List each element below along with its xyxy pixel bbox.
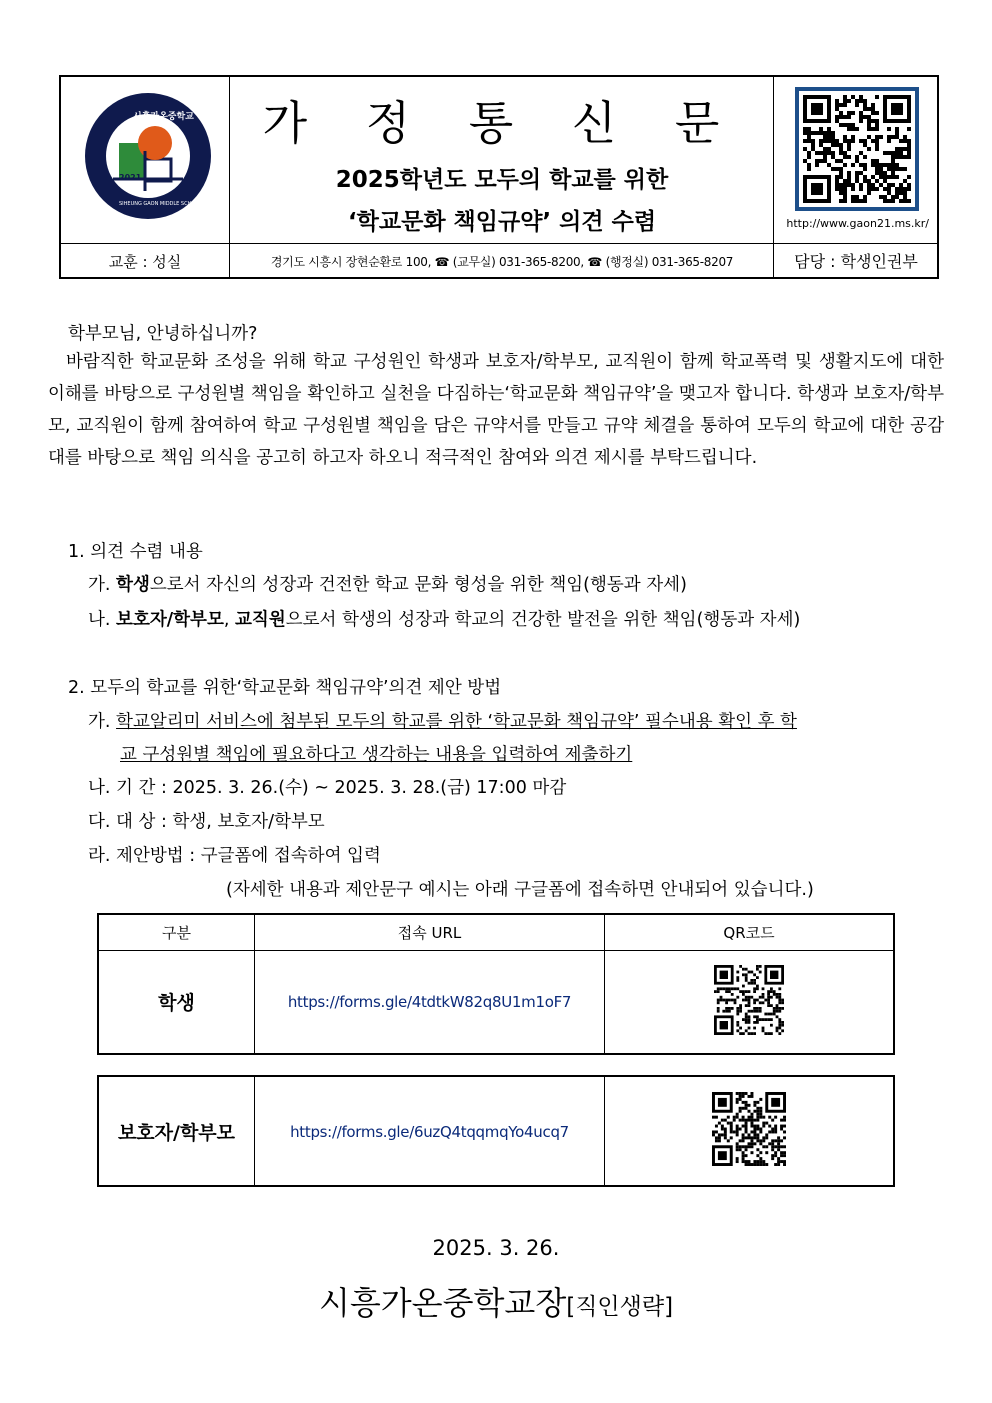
parent-form-link[interactable]: https://forms.gle/6uzQ4tqqmqYo4ucq7: [290, 1122, 569, 1141]
parent-form-qr-icon: [712, 1092, 786, 1166]
section2-note: (자세한 내용과 제안문구 예시는 아래 구글폼에 접속하면 안내되어 있습니다.): [226, 880, 814, 900]
table-header-group: 구분: [98, 914, 255, 950]
school-website-url[interactable]: http://www.gaon21.ms.kr/: [786, 217, 929, 230]
seal-omitted-note: [직인생략]: [566, 1294, 674, 1320]
form-table-students: [97, 913, 895, 1055]
student-form-qr-icon: [714, 965, 784, 1035]
principal-title: 시흥가온중학교장: [318, 1284, 567, 1322]
logo-ring-text-en: SIHEUNG GAON MIDDLE SCHOOL: [119, 201, 203, 207]
table-row: [98, 950, 894, 1054]
school-website-qr-icon: [795, 87, 919, 211]
student-form-link[interactable]: https://forms.gle/4tdtkW82q8U1m1oF7: [287, 993, 572, 1012]
document-title: 가 정 통 신 문: [262, 96, 742, 150]
section2-item-b: 나. 기 간 : 2025. 3. 26.(수) ~ 2025. 3. 28.(금) 17:00 마감: [88, 778, 567, 798]
section2-item-a-cont: 교 구성원별 책임에 필요하다고 생각하는 내용을 입력하여 제출하기: [120, 745, 633, 765]
subtitle-line1: 2025학년도 모두의 학교를 위한: [335, 167, 669, 193]
form-table-parents: [97, 1075, 895, 1187]
contact-department: 담당 : 학생인권부: [794, 252, 918, 271]
table-header-url: 접속 URL: [255, 914, 605, 950]
section2-heading: 2. 모두의 학교를 위한‘학교문화 책임규약’의견 제안 방법: [68, 678, 502, 698]
section2-item-a: 가. 학교알리미 서비스에 첨부된 모두의 학교를 위한 ‘학교문화 책임규약’ 필수내용 확인 후 학: [88, 712, 797, 732]
table-row: [98, 1076, 894, 1186]
section1-item-b: 나. 보호자/학부모, 교직원으로서 학생의 성장과 학교의 건강한 발전을 위한 책임(행동과 자세): [88, 610, 801, 630]
section2-item-c: 다. 대 상 : 학생, 보호자/학부모: [88, 812, 325, 832]
letter-header: [59, 75, 939, 279]
group-parent: 보호자/학부모: [98, 1076, 255, 1186]
school-address: 경기도 시흥시 장현순환로 100, ☎ (교무실) 031-365-8200, ☎ (행정실) 031-365-8207: [270, 255, 734, 269]
greeting: 학부모님, 안녕하십니까?: [68, 324, 258, 344]
logo-year: 2021: [119, 173, 142, 182]
table-header-qr: QR코드: [605, 914, 895, 950]
section1-heading: 1. 의견 수렴 내용: [68, 542, 203, 562]
logo-ring-text: 시흥가온중학교: [133, 112, 194, 122]
intro-paragraph: 바람직한 학교문화 조성을 위해 학교 구성원인 학생과 보호자/학부모, 교직원이 함께 학교폭력 및 생활지도에 대한 이해를 바탕으로 구성원별 책임을 확인하고 실천을 다짐하는‘학교문화 책임규약’을 맺고자 합니다. 학생과 보호자/학부모, 교직원이 함께 참여하여 학교 구성원별 책임을 담은 규약서를 만들고 규약 체결을 통하여 모두의 학교에 대한 공감대를 바탕으로 책임 의식을 공고히 하고자 하오니 적극적인 참여와 의견 제시를 부탁드립니다.: [48, 352, 944, 468]
section2-item-d: 라. 제안방법 : 구글폼에 접속하여 입력: [88, 846, 381, 866]
issue-date: 2025. 3. 26.: [432, 1236, 560, 1260]
subtitle-line2: ‘학교문화 책임규약’ 의견 수렴: [347, 209, 657, 235]
section1-item-a: 가. 학생으로서 자신의 성장과 건전한 학교 문화 형성을 위한 책임(행동과 자세): [88, 575, 687, 595]
signature-line: [0, 1278, 992, 1324]
group-student: 학생: [98, 950, 255, 1054]
school-motto: 교훈 : 성실: [108, 253, 182, 271]
